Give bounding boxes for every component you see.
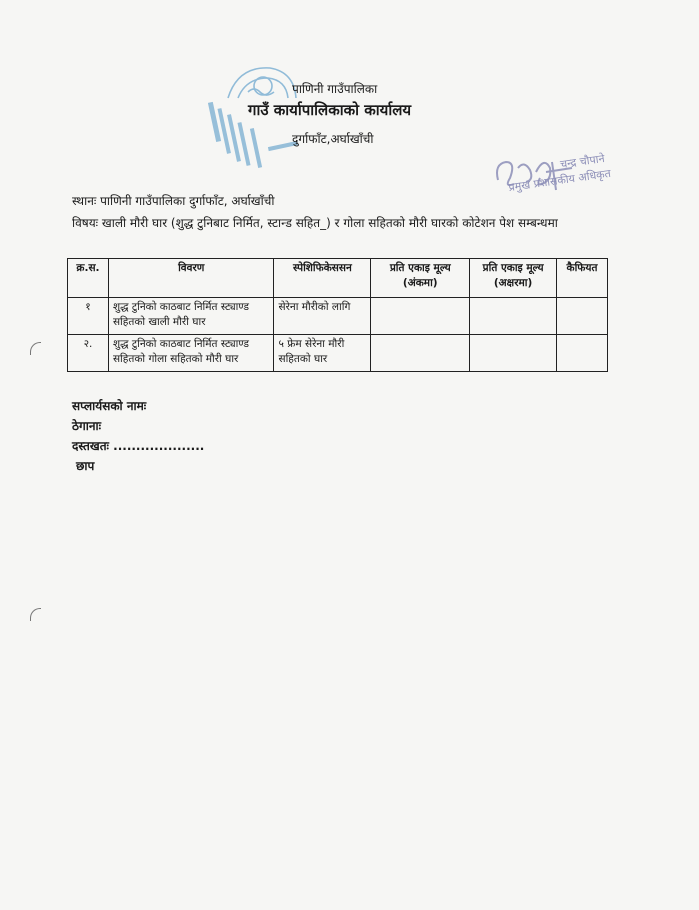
row-price-figures xyxy=(371,298,470,335)
header-sn: क्र.स. xyxy=(68,259,109,298)
row-description: शुद्ध टुनिको काठबाट निर्मित स्ट्याण्ड सहितको गोला सहितको मौरी घार xyxy=(108,335,274,372)
header-price-words-line2: (अक्षरमा) xyxy=(493,277,533,290)
row-specification: सेरेना मौरीको लागि xyxy=(274,298,371,335)
header-price-figures-line1: प्रति एकाइ मूल्य xyxy=(389,262,451,274)
municipality-name: पाणिनी गाउँपालिका xyxy=(292,82,378,96)
office-name: गाउँ कार्यापालिकाको कार्यालय xyxy=(248,101,412,119)
quotation-table xyxy=(67,258,608,372)
row-price-words xyxy=(470,298,557,335)
stamp-title: प्रमुख प्रशासकीय अधिकृत xyxy=(507,166,612,195)
header-price-figures-line2: (अंकमा) xyxy=(402,277,438,290)
row-remarks xyxy=(557,335,608,372)
row-remarks xyxy=(557,298,608,335)
office-address: दुर्गाफाँट,अर्घाखाँची xyxy=(292,132,374,146)
supplier-signature-label: दस्तखतः .................... xyxy=(72,439,205,453)
header-remarks: कैफियत xyxy=(557,259,608,298)
table-header-row xyxy=(68,259,608,298)
header-price-words-line1: प्रति एकाइ मूल्य xyxy=(482,262,544,274)
row-price-words xyxy=(470,335,557,372)
supplier-name-label: सप्लार्यसको नामः xyxy=(72,399,147,413)
table-row xyxy=(68,298,608,335)
stamp-name: चन्द्र चौपाने xyxy=(559,151,606,172)
supplier-seal-label: छाप xyxy=(76,459,95,473)
punch-hole-mark xyxy=(30,608,41,621)
supplier-block xyxy=(72,396,204,476)
row-sn: २. xyxy=(68,335,109,372)
row-price-figures xyxy=(371,335,470,372)
header-price-figures xyxy=(371,259,470,298)
subject-line: विषयः खाली मौरी घार (शुद्ध टुनिबाट निर्मित, स्टान्ड सहित_) र गोला सहितको मौरी घारको कोटेशन पेश सम्बन्धमा xyxy=(72,216,558,230)
place-line: स्थानः पाणिनी गाउँपालिका दुर्गाफाँट, अर्घाखाँची xyxy=(72,194,275,208)
header-specification: स्पेशिफिकेससन xyxy=(274,259,371,298)
punch-hole-mark xyxy=(30,342,41,355)
header-description: विवरण xyxy=(108,259,274,298)
header-price-words xyxy=(470,259,557,298)
row-specification: ५ फ्रेम सेरेना मौरी सहितको घार xyxy=(274,335,371,372)
row-description: शुद्ध टुनिको काठबाट निर्मित स्ट्याण्ड सहितको खाली मौरी घार xyxy=(108,298,274,335)
table-row xyxy=(68,335,608,372)
supplier-address-label: ठेगानाः xyxy=(72,419,102,433)
row-sn: १ xyxy=(68,298,109,335)
